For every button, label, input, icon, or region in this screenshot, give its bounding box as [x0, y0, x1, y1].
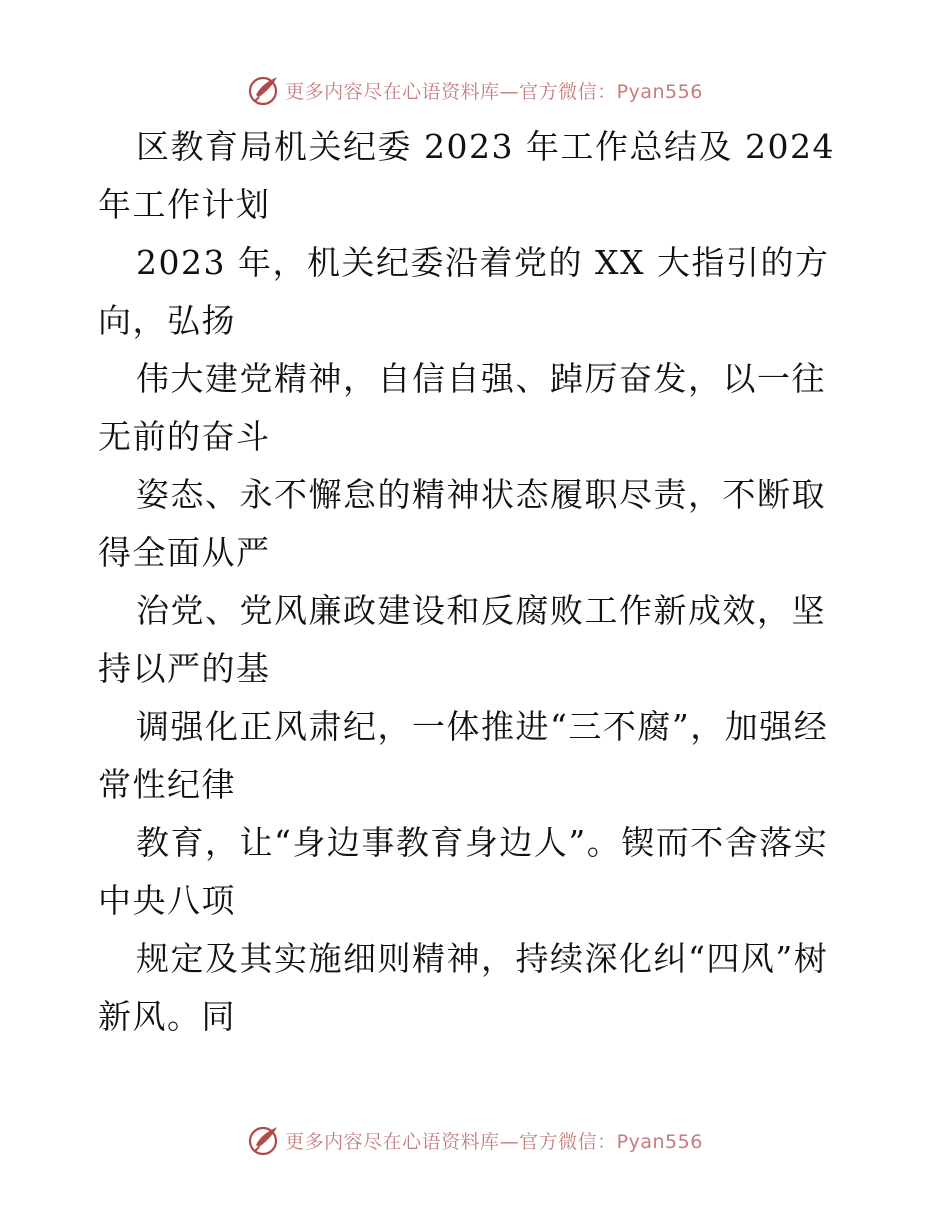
pen-nib-circle-icon [247, 73, 281, 107]
paragraph: 姿态、永不懈怠的精神状态履职尽责，不断取得全面从严 [98, 475, 826, 572]
paragraph: 2023 年，机关纪委沿着党的 XX 大指引的方 向，弘扬 [98, 243, 830, 340]
header-watermark-banner [0, 70, 950, 110]
watermark-text: 更多内容尽在心语资料库—官方微信：Pyan556 [285, 80, 703, 103]
footer-watermark-banner [0, 1120, 950, 1160]
document-title: 区教育局机关纪委 2023 年工作总结及 2024 年工作计划 [98, 127, 835, 224]
document-body [98, 118, 858, 1046]
paragraph: 教育，让“身边事教育身边人”。锲而不舍落实中央八项 [98, 823, 829, 920]
paragraph: 规定及其实施细则精神，持续深化纠“四风”树新风。同 [98, 939, 829, 1036]
watermark-text: 更多内容尽在心语资料库—官方微信：Pyan556 [285, 1130, 703, 1153]
pen-nib-circle-icon [247, 1123, 281, 1157]
paragraph: 伟大建党精神，自信自强、踔厉奋发，以一往无前的奋斗 [98, 359, 826, 456]
paragraph: 调强化正风肃纪，一体推进“三不腐”，加强经常性纪律 [98, 707, 829, 804]
paragraph: 治党、党风廉政建设和反腐败工作新成效，坚持以严的基 [98, 591, 826, 688]
